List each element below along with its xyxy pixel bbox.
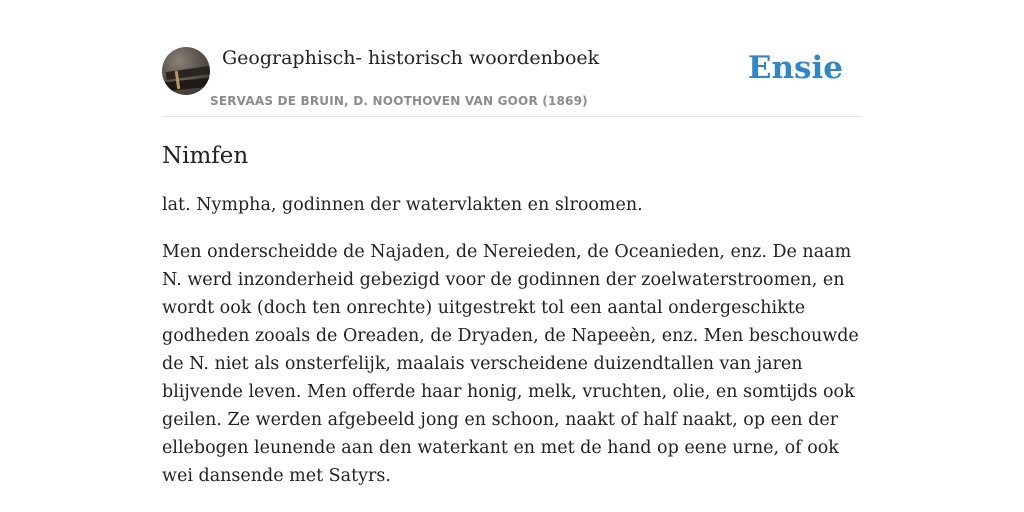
book-header: [162, 46, 862, 117]
book-author: SERVAAS DE BRUIN, D. NOOTHOVEN VAN GOOR (1869): [210, 94, 588, 108]
entry-paragraph: Men onderscheidde de Najaden, de Nereieden, de Oceanieden, enz. De naam N. werd inzonderheid gebezigd voor de godinnen der zoelwaterstroomen, en wordt ook (doch ten onrechte) uitgestrekt tol een aantal ondergeschikte godheden zooals de Oreaden, de Dryaden, de Napeeèn, enz. Men beschouwde de N. niet als onsterfelijk, maalais verscheidene duizendtallen van jaren blijvende leven. Men offerde haar honig, melk, vruchten, olie, en somtijds ook geilen. Ze werden afgebeeld jong en schoon, naakt of half naakt, op een der ellebogen leunende aan den waterkant en met de hand op eene urne, of ook wei dansende met Satyrs.: [162, 242, 859, 486]
article-container: [162, 46, 862, 490]
ensie-logo-link[interactable]: Ensie: [747, 50, 843, 86]
book-spine-shape: [164, 78, 210, 92]
entry-title: Nimfen: [162, 143, 249, 169]
book-title-link[interactable]: Geographisch- historisch woordenboek: [222, 47, 600, 69]
entry-paragraph: lat. Nympha, godinnen der watervlakten en slroomen.: [162, 195, 643, 215]
book-cover-avatar[interactable]: [162, 47, 210, 95]
